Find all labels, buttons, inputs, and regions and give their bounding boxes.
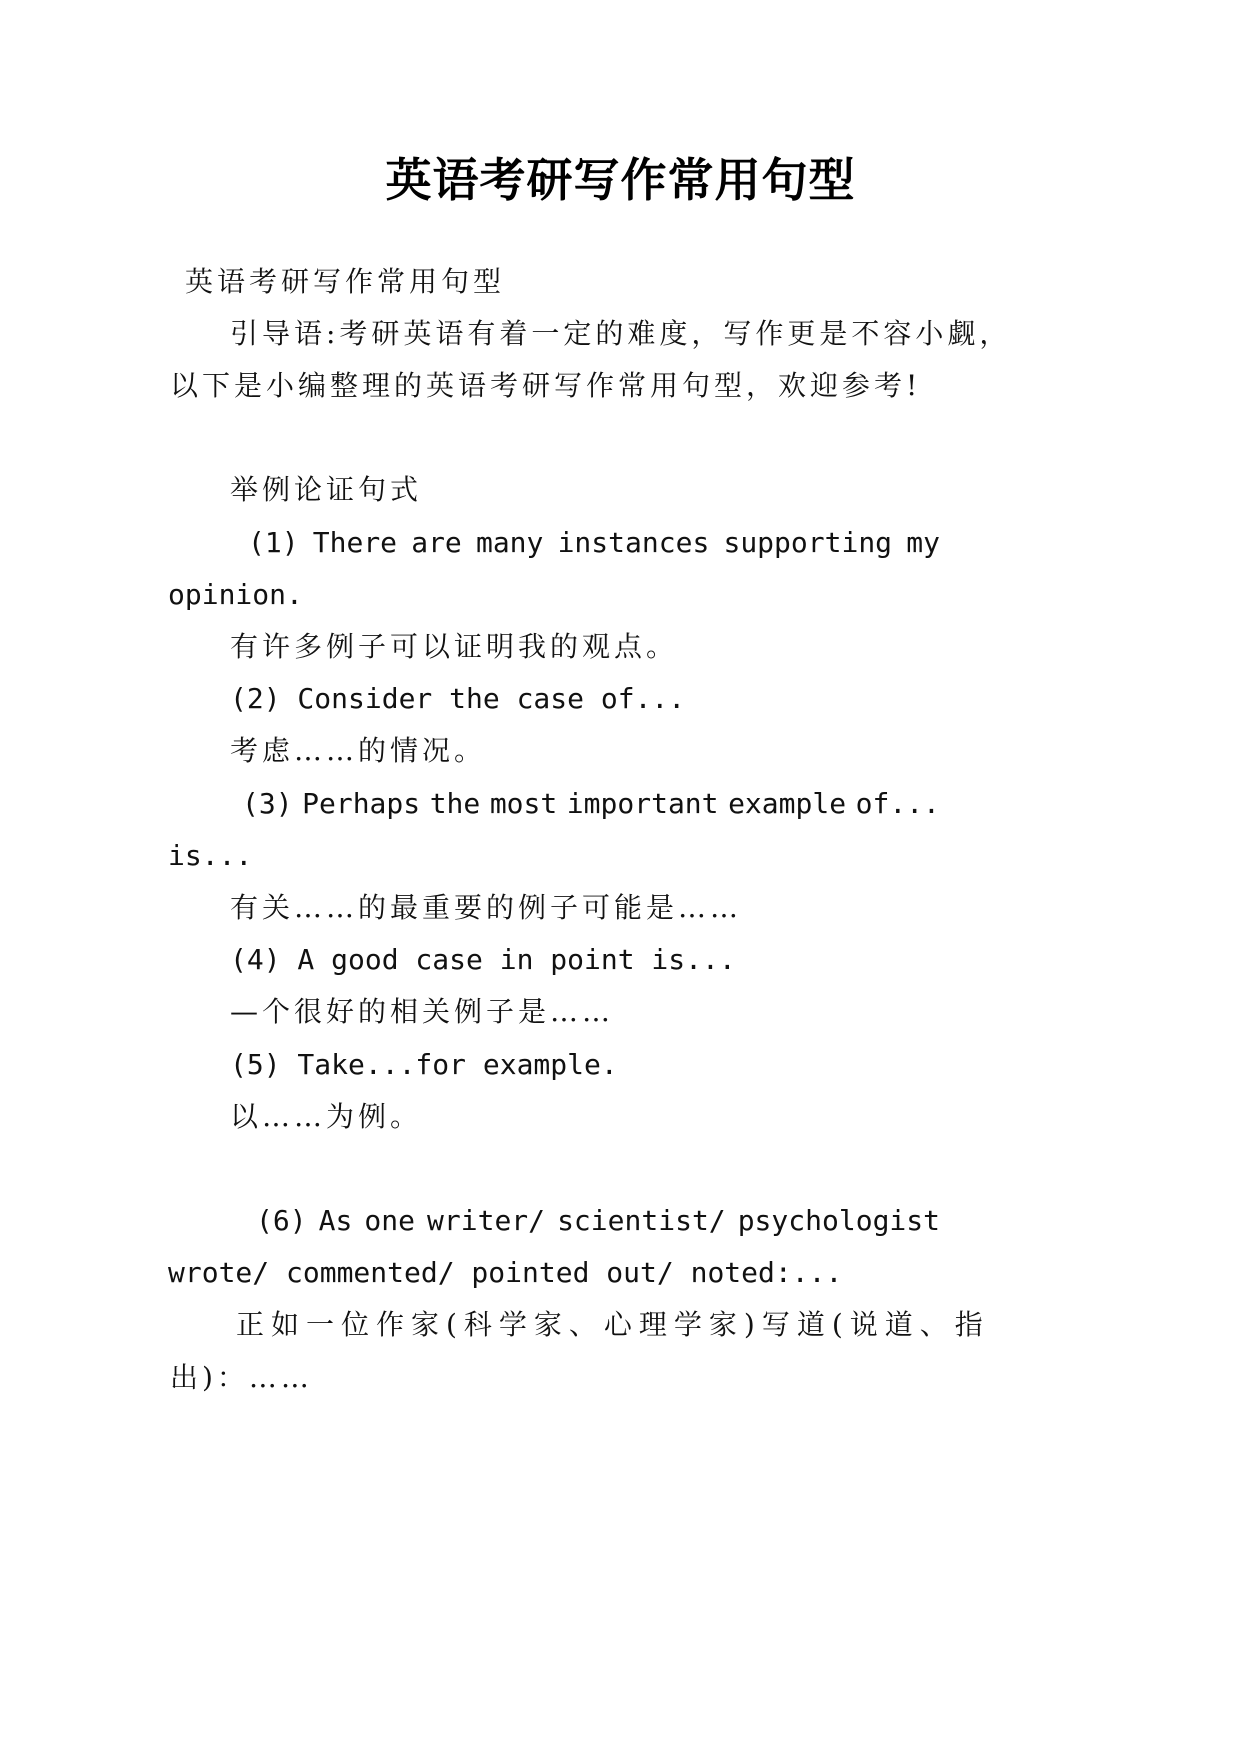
word: (1) [248,526,299,559]
document-title: 英语考研写作常用句型 [385,153,856,207]
word: There [312,526,398,559]
example-1-chinese: 有许多例子可以证明我的观点。 [230,630,679,663]
example-3-english-line [242,784,940,824]
word: the [429,787,481,820]
intro-line-1: 引导语:考研英语有着一定的难度，写作更是不容小觑， [230,317,1012,350]
word: psychologist [737,1204,940,1237]
word: are [411,526,462,559]
word: my [906,526,940,559]
example-4-english: (4) A good case in point is... [230,943,736,976]
word: one [364,1204,415,1237]
example-4-chinese: —个很好的相关例子是…… [230,995,615,1028]
word: (3) [242,787,293,820]
example-5-chinese: 以……为例。 [230,1100,423,1133]
document-subtitle: 英语考研写作常用句型 [185,265,506,298]
word: writer/ [427,1204,546,1237]
example-3-chinese: 有关……的最重要的例子可能是…… [230,891,743,924]
intro-line-2: 以下是小编整理的英语考研写作常用句型，欢迎参考! [170,369,922,402]
word: of... [855,787,940,820]
example-6-english-continuation: wrote/ commented/ pointed out/ noted:... [168,1256,843,1289]
example-6-chinese-line-2: 出)：…… [170,1361,313,1394]
example-2-english: (2) Consider the case of... [230,682,686,715]
word: many [475,526,544,559]
example-2-chinese: 考虑……的情况。 [230,734,487,767]
word: Perhaps [302,787,421,820]
example-5-english: (5) Take...for example. [230,1048,618,1081]
word: example [728,787,847,820]
example-1-english-continuation: opinion. [168,578,303,611]
word: As [318,1204,353,1237]
word: instances [557,526,710,559]
example-6-chinese-line-1: 正如一位作家(科学家、心理学家)写道(说道、指 [236,1308,990,1341]
word: important [566,787,719,820]
example-1-english-line [248,523,940,563]
example-6-english-line [256,1201,940,1241]
example-3-english-continuation: is... [168,839,253,872]
word: most [489,787,558,820]
word: (6) [256,1204,307,1237]
section-heading: 举例论证句式 [230,473,423,506]
word: scientist/ [557,1204,726,1237]
word: supporting [723,526,893,559]
